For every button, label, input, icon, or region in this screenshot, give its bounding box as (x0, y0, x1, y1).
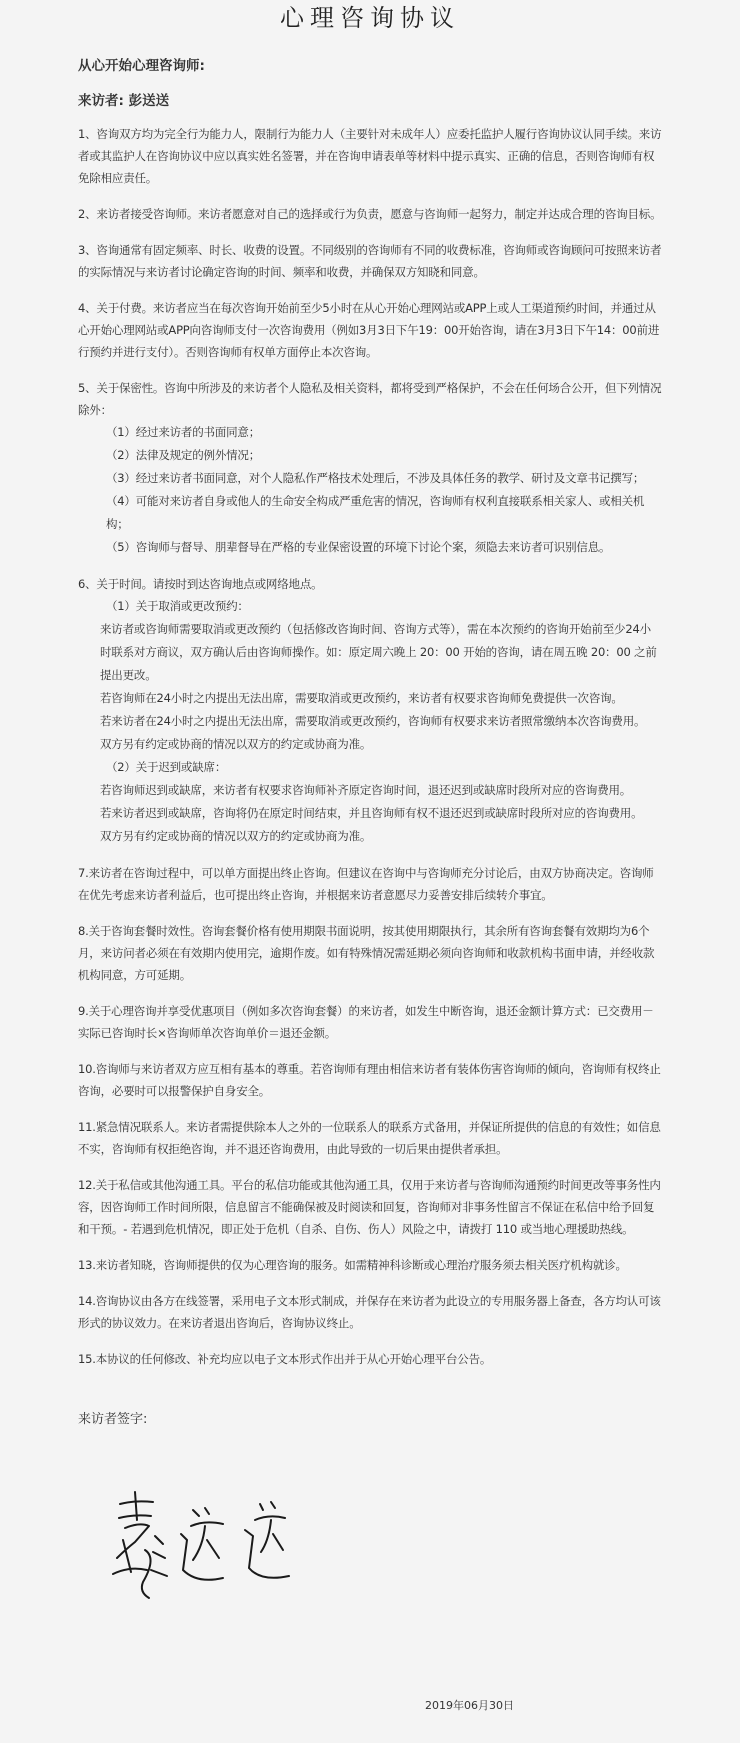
clause-5-item: （5）咨询师与督导、朋辈督导在严格的专业保密设置的环境下讨论个案，须隐去来访者可识别信息。 (106, 540, 611, 554)
agreement-body (0, 54, 740, 1370)
clause-12: 12.关于私信或其他沟通工具。平台的私信功能或其他沟通工具，仅用于来访者与咨询师沟通预约时间更改等事务性内容，因咨询师工作时间所限，信息留言不能确保被及时阅读和回复，咨询师对非事务性留言不保证在私信中给予回复和干预。- 若遇到危机情况，即正处于危机（自杀、自伤、伤人）风险之中，请拨打 110 或当地心理援助热线。 (78, 1178, 661, 1236)
clause-1: 1、咨询双方均为完全行为能力人，限制行为能力人（主要针对未成年人）应委托监护人履行咨询协议认同手续。来访者或其监护人在咨询协议中应以真实姓名签署，并在咨询申请表单等材料中提示真实、正确的信息，否则咨询师有权免除相应责任。 (78, 127, 662, 185)
clause-5-item: （1）经过来访者的书面同意； (106, 425, 261, 439)
clause-6-sub1-paragraph: 来访者或咨询师需要取消或更改预约（包括修改咨询时间、咨询方式等），需在本次预约的咨询开始前至少24小时联系对方商议，双方确认后由咨询师操作。如：原定周六晚上 20：00 开始的咨询，请在周五晚 20：00 之前提出更改。 (100, 622, 657, 682)
clause-5: 5、关于保密性。咨询中所涉及的来访者个人隐私及相关资料，都将受到严格保护，不会在任何场合公开，但下列情况除外： (78, 381, 662, 417)
clause-6-sub1-line: 若来访者在24小时之内提出无法出席，需要取消或更改预约，咨询师有权要求来访者照常缴纳本次咨询费用。 (100, 714, 646, 728)
clause-6-sub1-line: 若咨询师在24小时之内提出无法出席，需要取消或更改预约，来访者有权要求咨询师免费提供一次咨询。 (100, 691, 623, 705)
signature-date: 2019年06月30日 (425, 1699, 514, 1712)
clause-15: 15.本协议的任何修改、补充均应以电子文本形式作出并于从心开始心理平台公告。 (78, 1352, 492, 1366)
clause-6: 6、关于时间。请按时到达咨询地点或网络地点。 (78, 577, 323, 591)
handwritten-signature (105, 1480, 325, 1614)
clause-6-details (78, 595, 662, 848)
clause-3: 3、咨询通常有固定频率、时长、收费的设置。不同级别的咨询师有不同的收费标准，咨询师或咨询顾问可按照来访者的实际情况与来访者讨论确定咨询的时间、频率和收费，并确保双方知晓和同意。 (78, 243, 662, 279)
clause-5-item: （3）经过来访者书面同意，对个人隐私作严格技术处理后，不涉及具体任务的教学、研讨及文章书记撰写； (106, 471, 645, 485)
visitor-line: 来访者: 彭送送 (78, 93, 170, 109)
clause-6-sub1-title: （1）关于取消或更改预约： (106, 599, 249, 613)
addressee-line: 从心开始心理咨询师: (78, 58, 205, 74)
clause-6-sub2-line: 若来访者迟到或缺席，咨询将仍在原定时间结束，并且咨询师有权不退还迟到或缺席时段所对应的咨询费用。 (100, 806, 643, 820)
clause-4: 4、关于付费。来访者应当在每次咨询开始前至少5小时在从心开始心理网站或APP上或人工渠道预约时间，并通过从心开始心理网站或APP向咨询师支付一次咨询费用（例如3月3日下午19：00开始咨询，请在3月3日下午14：00前进行预约并进行支付）。否则咨询师有权单方面停止本次咨询。 (78, 301, 660, 359)
clause-6-sub2-line: 双方另有约定或协商的情况以双方的约定或协商为准。 (100, 829, 372, 843)
clause-5-item: （4）可能对来访者自身或他人的生命安全构成严重危害的情况，咨询师有权利直接联系相关家人、或相关机构； (106, 494, 645, 531)
clause-5-list (78, 421, 662, 559)
clause-10: 10.咨询师与来访者双方应互相有基本的尊重。若咨询师有理由相信来访者有装体伤害咨询师的倾向，咨询师有权终止咨询，必要时可以报警保护自身安全。 (78, 1062, 661, 1098)
clause-2: 2、来访者接受咨询师。来访者愿意对自己的选择或行为负责，愿意与咨询师一起努力，制定并达成合理的咨询目标。 (78, 207, 662, 221)
clause-7: 7.来访者在咨询过程中，可以单方面提出终止咨询。但建议在咨询中与咨询师充分讨论后，由双方协商决定。咨询师在优先考虑来访者利益后，也可提出终止咨询，并根据来访者意愿尽力妥善安排后续转介事宜。 (78, 866, 654, 902)
clause-6-sub1-line: 双方另有约定或协商的情况以双方的约定或协商为准。 (100, 737, 372, 751)
clause-11: 11.紧急情况联系人。来访者需提供除本人之外的一位联系人的联系方式备用，并保证所提供的信息的有效性；如信息不实，咨询师有权拒绝咨询，并不退还咨询费用，由此导致的一切后果由提供者承担。 (78, 1120, 661, 1156)
clause-6-sub2-title: （2）关于迟到或缺席： (106, 760, 227, 774)
clause-13: 13.来访者知晓，咨询师提供的仅为心理咨询的服务。如需精神科诊断或心理治疗服务须去相关医疗机构就诊。 (78, 1258, 627, 1272)
clause-8: 8.关于咨询套餐时效性。咨询套餐价格有使用期限书面说明，按其使用期限执行，其余所有咨询套餐有效期均为6个月，来访问者必须在有效期内使用完，逾期作废。如有特殊情况需延期必须向咨询师和收款机构书面申请，并经收款机构同意，方可延期。 (78, 924, 655, 982)
page-title: 心理咨询协议 (280, 4, 460, 32)
clause-6-sub2-line: 若咨询师迟到或缺席，来访者有权要求咨询师补齐原定咨询时间，退还迟到或缺席时段所对应的咨询费用。 (100, 783, 632, 797)
clause-9: 9.关于心理咨询并享受优惠项目（例如多次咨询套餐）的来访者，如发生中断咨询，退还金额计算方式：已交费用－实际已咨询时长×咨询师单次咨询单价＝退还金额。 (78, 1004, 654, 1040)
clause-14: 14.咨询协议由各方在线签署，采用电子文本形式制成，并保存在来访者为此设立的专用服务器上备查，各方均认可该形式的协议效力。在来访者退出咨询后，咨询协议终止。 (78, 1294, 661, 1330)
signature-label: 来访者签字: (78, 1412, 148, 1427)
clause-5-item: （2）法律及规定的例外情况； (106, 448, 261, 462)
